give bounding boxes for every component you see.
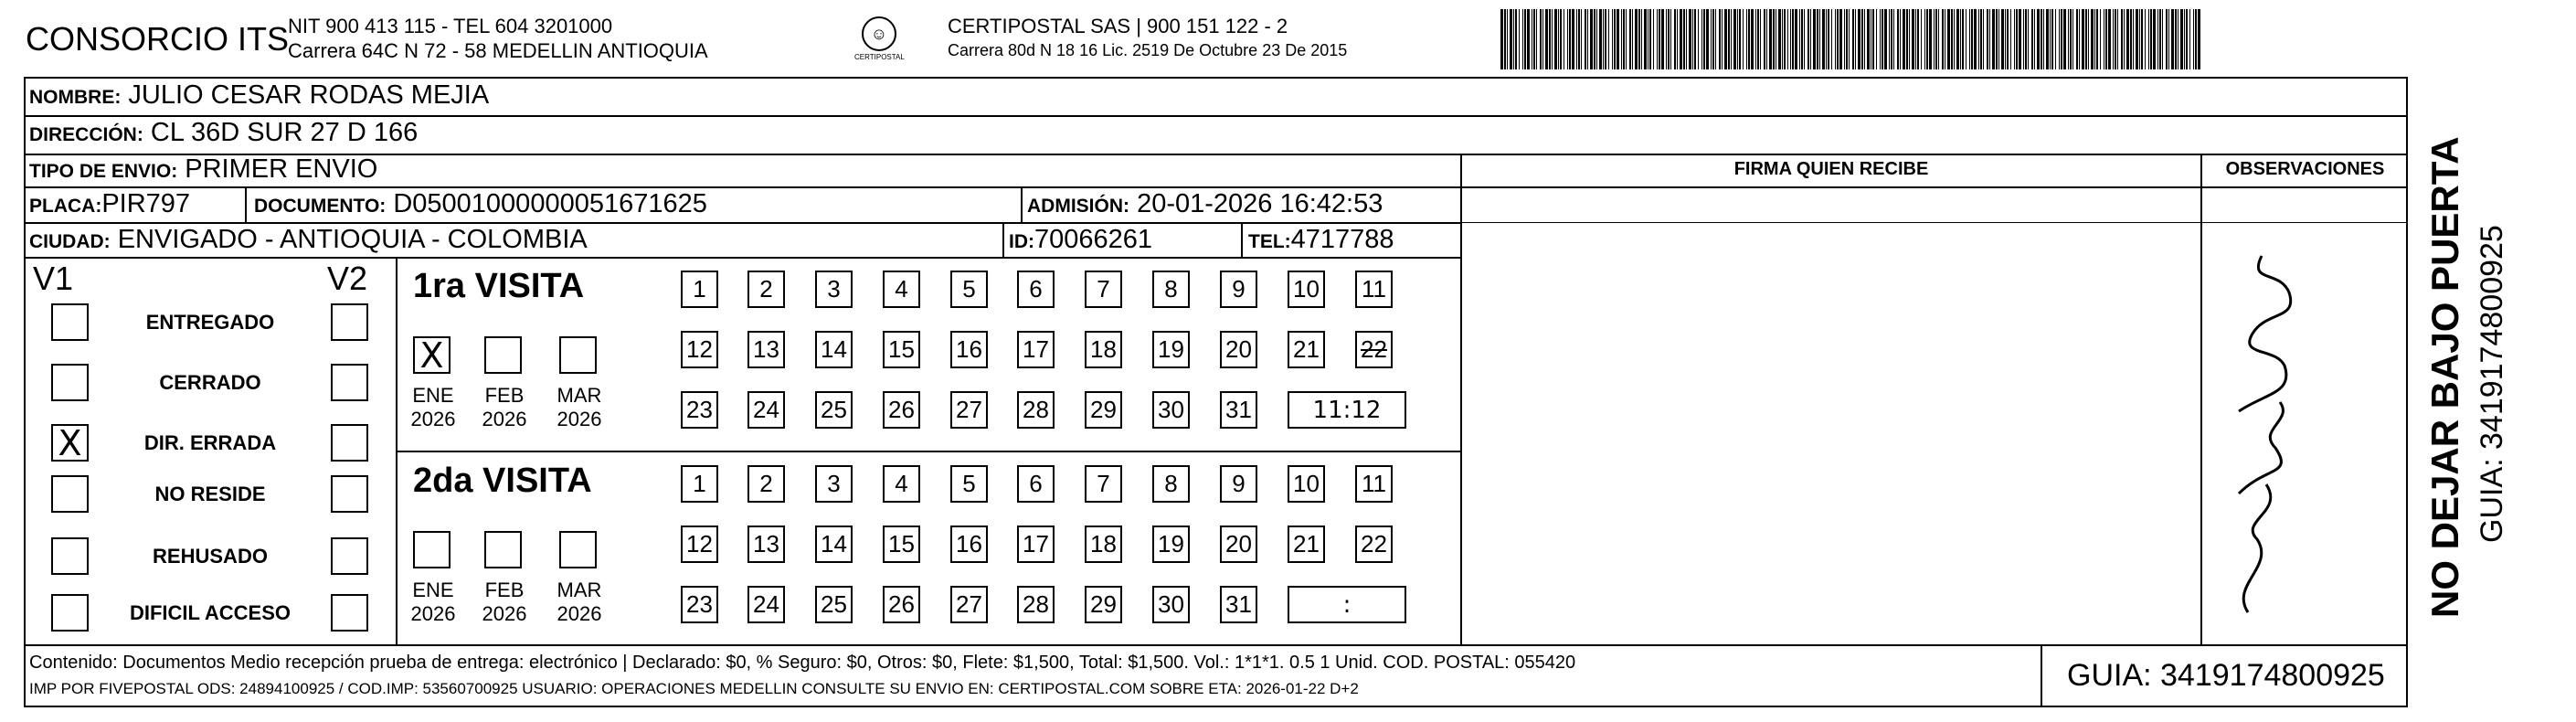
divider	[24, 186, 2408, 188]
divider	[24, 154, 2408, 155]
carrier-name: CERTIPOSTAL SAS | 900 151 122 - 2	[948, 15, 1288, 37]
day-box[interactable]: 16	[950, 331, 988, 368]
ciudad-label: CIUDAD:	[29, 231, 111, 252]
day-box[interactable]: 19	[1152, 331, 1190, 368]
firma-label: FIRMA QUIEN RECIBE	[1733, 159, 1929, 179]
placa-label: PLACA:	[29, 196, 102, 217]
month-name: ENE	[412, 384, 454, 407]
carrier-logo-text: CERTIPOSTAL	[854, 53, 905, 61]
id-row	[1009, 225, 1152, 255]
month-label	[406, 384, 461, 431]
day-box[interactable]: 1	[681, 465, 718, 503]
month-year: 2026	[557, 602, 602, 625]
v1-checkbox[interactable]	[51, 594, 89, 632]
divider	[245, 186, 247, 223]
day-box[interactable]: 25	[815, 391, 853, 429]
day-box[interactable]: 23	[681, 391, 718, 429]
day-box[interactable]: 9	[1220, 271, 1257, 308]
month-year: 2026	[557, 408, 602, 430]
carrier-info	[948, 14, 1347, 63]
day-box[interactable]: 6	[1017, 465, 1055, 503]
divider	[2041, 644, 2042, 707]
month-checkbox[interactable]	[484, 336, 522, 374]
day-box[interactable]: 28	[1017, 391, 1055, 429]
day-box[interactable]: 15	[883, 331, 920, 368]
v2-checkbox[interactable]	[331, 594, 368, 632]
divider	[1002, 222, 1004, 257]
divider	[1460, 154, 1462, 644]
tipo-label: TIPO DE ENVIO:	[29, 161, 178, 182]
signature	[2211, 219, 2312, 640]
ciudad-row	[29, 225, 588, 255]
company-address: Carrera 64C N 72 - 58 MEDELLIN ANTIOQUIA	[288, 39, 708, 62]
status-label: ENTREGADO	[145, 311, 275, 334]
day-box[interactable]: 2	[747, 271, 785, 308]
day-box[interactable]: 10	[1288, 465, 1325, 503]
side-guia: GUIA: 3419174800925	[2475, 225, 2509, 543]
check-mark: X	[58, 423, 82, 463]
divider	[24, 257, 1460, 259]
month-name: ENE	[412, 579, 454, 601]
company-nit: NIT 900 413 115 - TEL 604 3201000	[288, 15, 613, 37]
day-box[interactable]: 30	[1152, 586, 1190, 623]
day-box[interactable]: 23	[681, 586, 718, 623]
month-checkbox[interactable]	[559, 531, 597, 568]
day-box[interactable]: 6	[1017, 271, 1055, 308]
day-box[interactable]: 22	[1355, 526, 1393, 563]
v1-checkbox[interactable]	[51, 364, 89, 401]
month-year: 2026	[410, 408, 456, 430]
divider	[24, 644, 2408, 646]
month-name: MAR	[557, 579, 602, 601]
month-label	[406, 579, 461, 626]
company-info	[288, 14, 708, 63]
day-box[interactable]: 15	[883, 526, 920, 563]
admision-value: 20-01-2026 16:42:53	[1137, 189, 1383, 218]
day-box[interactable]: 18	[1085, 526, 1122, 563]
day-box[interactable]: 21	[1288, 331, 1325, 368]
day-box[interactable]: 26	[883, 391, 920, 429]
day-box[interactable]: 2	[747, 465, 785, 503]
id-label: ID:	[1009, 231, 1034, 252]
day-box[interactable]: 20	[1220, 526, 1257, 563]
visit-title: 2da VISITA	[413, 462, 592, 500]
divider	[2200, 154, 2202, 644]
month-year: 2026	[410, 602, 456, 625]
day-box[interactable]: 18	[1085, 331, 1122, 368]
v2-checkbox[interactable]	[331, 364, 368, 401]
placa-row	[29, 189, 190, 219]
day-box[interactable]: 28	[1017, 586, 1055, 623]
day-box[interactable]: 8	[1152, 271, 1190, 308]
v1-checkbox[interactable]	[51, 537, 89, 575]
day-box[interactable]: 3	[815, 465, 853, 503]
documento-label: DOCUMENTO:	[254, 196, 387, 217]
company-name: CONSORCIO ITS	[26, 20, 290, 58]
day-box[interactable]: 9	[1220, 465, 1257, 503]
day-box[interactable]: 21	[1288, 526, 1325, 563]
v2-checkbox[interactable]	[331, 537, 368, 575]
day-box[interactable]: 11	[1355, 271, 1393, 308]
v2-checkbox[interactable]	[331, 475, 368, 513]
check-mark: X	[419, 335, 444, 376]
day-box[interactable]: 17	[1017, 526, 1055, 563]
month-checkbox[interactable]	[413, 336, 451, 374]
status-label: DIR. ERRADA	[143, 431, 277, 454]
day-box[interactable]: 17	[1017, 331, 1055, 368]
day-box[interactable]: 12	[681, 331, 718, 368]
month-label	[477, 384, 532, 431]
day-box[interactable]: 14	[815, 331, 853, 368]
day-box[interactable]: 4	[883, 271, 920, 308]
side-warning: NO DEJAR BAJO PUERTA	[2423, 136, 2466, 618]
month-label	[477, 579, 532, 626]
guia-number: GUIA: 3419174800925	[2067, 658, 2385, 693]
month-year: 2026	[482, 408, 527, 430]
v1-checkbox[interactable]	[51, 424, 89, 462]
tel-label: TEL:	[1248, 231, 1291, 252]
day-box[interactable]: 24	[747, 586, 785, 623]
status-label: DIFICIL ACCESO	[129, 601, 291, 624]
day-box[interactable]: 13	[747, 331, 785, 368]
day-box[interactable]: 27	[950, 391, 988, 429]
day-box[interactable]: 3	[815, 271, 853, 308]
v2-checkbox[interactable]	[331, 303, 368, 341]
direccion-row	[29, 118, 418, 148]
day-box[interactable]: 14	[815, 526, 853, 563]
documento-row	[254, 189, 707, 219]
day-box[interactable]: 5	[950, 465, 988, 503]
day-box[interactable]: 22	[1355, 331, 1393, 368]
month-label	[552, 384, 607, 431]
v2-checkbox[interactable]	[331, 424, 368, 462]
day-box[interactable]: 10	[1288, 271, 1325, 308]
day-box[interactable]: 20	[1220, 331, 1257, 368]
tipo-value: PRIMER ENVIO	[185, 154, 378, 184]
id-value: 70066261	[1034, 225, 1153, 254]
day-box[interactable]: 8	[1152, 465, 1190, 503]
day-box[interactable]: 25	[815, 586, 853, 623]
divider	[1021, 186, 1023, 223]
carrier-logo	[854, 16, 904, 66]
month-name: MAR	[557, 384, 602, 407]
direccion-label: DIRECCIÓN:	[29, 124, 143, 145]
day-box[interactable]: 29	[1085, 391, 1122, 429]
nombre-label: NOMBRE:	[29, 87, 122, 108]
day-box[interactable]: 13	[747, 526, 785, 563]
month-year: 2026	[482, 602, 527, 625]
v1-checkbox[interactable]	[51, 475, 89, 513]
day-box[interactable]: 24	[747, 391, 785, 429]
month-checkbox[interactable]	[413, 531, 451, 568]
documento-value: D05001000000051671625	[393, 189, 707, 218]
month-checkbox[interactable]	[559, 336, 597, 374]
status-label: CERRADO	[159, 371, 261, 394]
placa-value: PIR797	[101, 189, 191, 218]
admision-row	[1027, 189, 1383, 219]
day-box[interactable]: 19	[1152, 526, 1190, 563]
day-box[interactable]: 30	[1152, 391, 1190, 429]
status-label: NO RESIDE	[154, 483, 266, 505]
month-name: FEB	[484, 579, 525, 601]
month-name: FEB	[484, 384, 525, 407]
day-box[interactable]: 5	[950, 271, 988, 308]
direccion-value: CL 36D SUR 27 D 166	[150, 118, 419, 147]
nombre-row	[29, 80, 489, 111]
ciudad-value: ENVIGADO - ANTIOQUIA - COLOMBIA	[117, 225, 588, 254]
divider	[396, 451, 1460, 452]
tel-row	[1248, 225, 1394, 255]
day-box[interactable]: 31	[1220, 586, 1257, 623]
status-label: REHUSADO	[153, 545, 268, 568]
day-box[interactable]: 7	[1085, 465, 1122, 503]
day-box[interactable]: 31	[1220, 391, 1257, 429]
v1-checkbox[interactable]	[51, 303, 89, 341]
divider	[24, 222, 1460, 224]
day-box[interactable]: 27	[950, 586, 988, 623]
divider	[1241, 222, 1243, 257]
day-box[interactable]: 11	[1355, 465, 1393, 503]
visit-title: 1ra VISITA	[413, 267, 585, 305]
tipo-row	[29, 154, 377, 185]
v2-header: V2	[327, 260, 368, 297]
day-box[interactable]: 1	[681, 271, 718, 308]
footer-content: Contenido: Documentos Medio recepción prueba de entrega: electrónico | Declarado: $0, % Seguro: $0, Otros: $0, Flete: $1,500, Total: $1,500. Vol.: 1*1*1. 0.5 1 Unid. COD. POSTAL: 055420	[29, 653, 1576, 673]
carrier-logo-icon: ☺	[862, 16, 896, 51]
nombre-value: JULIO CESAR RODAS MEJIA	[128, 80, 490, 110]
observaciones-label: OBSERVACIONES	[2225, 159, 2385, 179]
barcode	[1500, 9, 2200, 69]
tel-value: 4717788	[1290, 225, 1394, 254]
divider	[24, 115, 2408, 117]
time-box[interactable]: 11:12	[1288, 391, 1406, 429]
month-label	[552, 579, 607, 626]
day-box[interactable]: 29	[1085, 586, 1122, 623]
v1-header: V1	[33, 260, 74, 297]
day-box[interactable]: 16	[950, 526, 988, 563]
day-box[interactable]: 4	[883, 465, 920, 503]
footer-print-info: IMP POR FIVEPOSTAL ODS: 24894100925 / COD.IMP: 53560700925 USUARIO: OPERACIONES MEDELLIN CONSULTE SU ENVIO EN: CERTIPOSTAL.COM SOBRE ETA: 2026-01-22 D+2	[29, 680, 1359, 697]
month-checkbox[interactable]	[484, 531, 522, 568]
day-box[interactable]: 7	[1085, 271, 1122, 308]
admision-label: ADMISIÓN:	[1027, 196, 1129, 217]
day-box[interactable]: 26	[883, 586, 920, 623]
day-box[interactable]: 12	[681, 526, 718, 563]
time-box[interactable]: :	[1288, 586, 1406, 623]
carrier-address: Carrera 80d N 18 16 Lic. 2519 De Octubre 23 De 2015	[948, 41, 1348, 59]
